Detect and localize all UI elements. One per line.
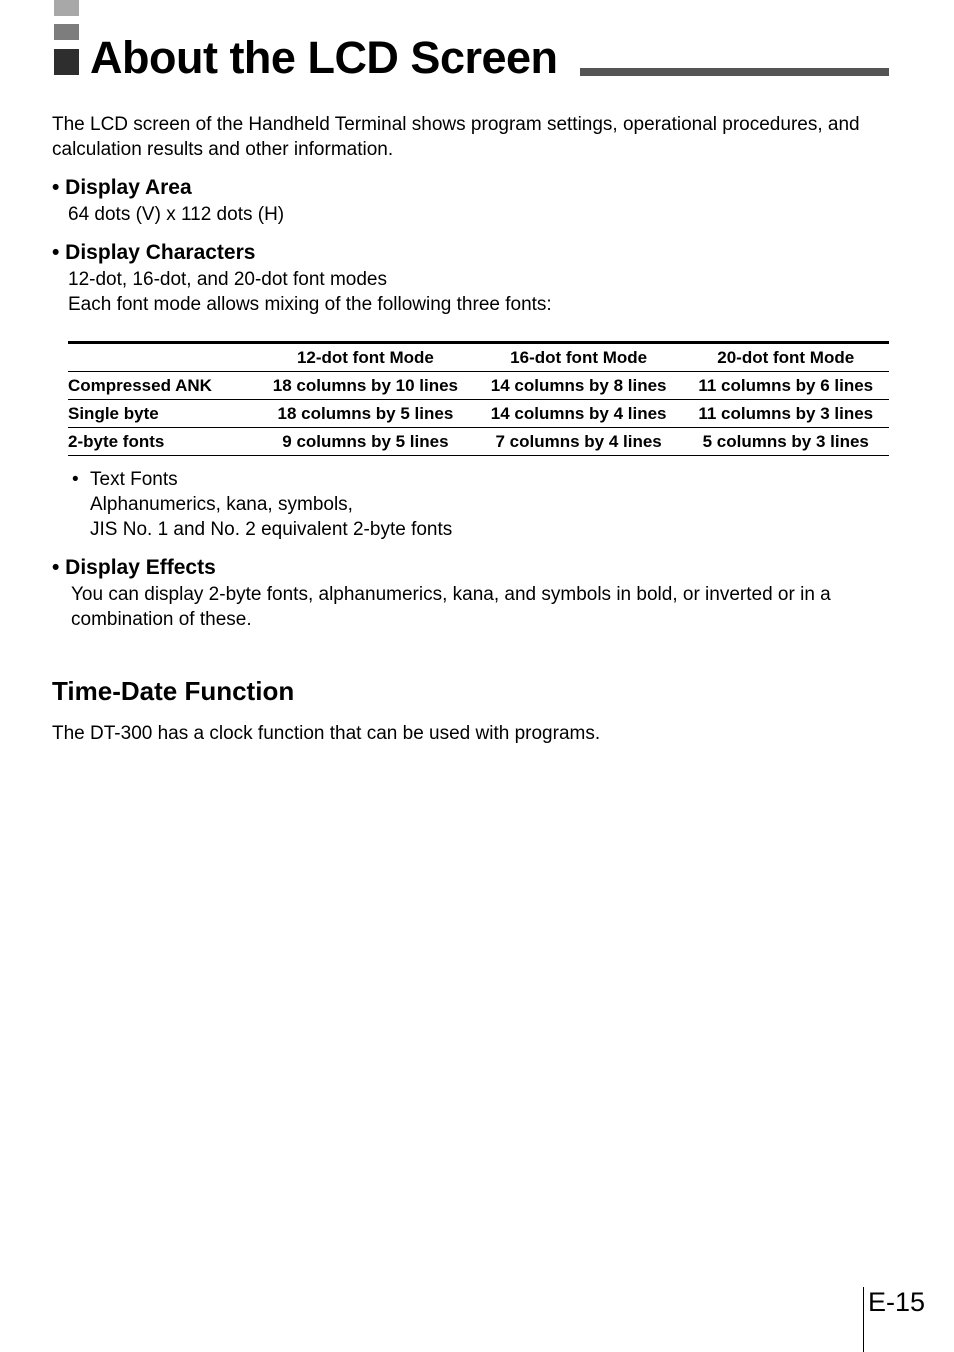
table-cell: 11 columns by 6 lines: [698, 375, 874, 395]
display-characters-heading: • Display Characters: [52, 241, 256, 264]
table-header-16dot: 16-dot font Mode: [510, 347, 648, 367]
title-marker-dark: [54, 49, 79, 75]
page-title: About the LCD Screen: [90, 32, 558, 83]
display-area-heading: • Display Area: [52, 176, 192, 199]
table-cell: 7 columns by 4 lines: [495, 431, 662, 451]
time-date-text: The DT-300 has a clock function that can be used with programs.: [52, 723, 601, 744]
display-characters-line2: Each font mode allows mixing of the following three fonts:: [68, 294, 552, 315]
table-cell: Single byte: [68, 403, 159, 423]
table-row: [68, 428, 889, 456]
table-row: [68, 400, 889, 428]
page-number-rule: [863, 1287, 864, 1352]
table-cell: 9 columns by 5 lines: [282, 431, 449, 451]
display-area-text: 64 dots (V) x 112 dots (H): [68, 204, 285, 225]
table-cell: 18 columns by 5 lines: [277, 403, 454, 423]
table-cell: 2-byte fonts: [68, 431, 165, 451]
text-fonts-line3: JIS No. 1 and No. 2 equivalent 2-byte fonts: [90, 519, 453, 540]
page-number: E-15: [868, 1287, 926, 1317]
table-cell: 14 columns by 8 lines: [490, 375, 667, 395]
table-header-row: [68, 343, 889, 372]
display-characters-line1: 12-dot, 16-dot, and 20-dot font modes: [68, 269, 387, 290]
table-cell: 5 columns by 3 lines: [702, 431, 869, 451]
title-rule: [580, 68, 889, 76]
time-date-heading: Time-Date Function: [52, 676, 295, 706]
table-cell: 11 columns by 3 lines: [698, 403, 874, 423]
table-row: [68, 372, 889, 400]
display-effects-text: You can display 2-byte fonts, alphanumerics, kana, and symbols in bold, or inverted or in a combination of these.: [71, 584, 831, 630]
table-header-20dot: 20-dot font Mode: [717, 347, 855, 367]
bullet: •: [72, 469, 79, 490]
table-header-corner: [68, 343, 256, 372]
font-mode-table: [68, 341, 889, 456]
table-cell: 18 columns by 10 lines: [272, 375, 458, 395]
title-marker-mid: [54, 24, 79, 40]
table-cell: Compressed ANK: [68, 375, 212, 395]
table-header-12dot: 12-dot font Mode: [296, 347, 434, 367]
text-fonts-line1: Text Fonts: [90, 469, 178, 490]
intro-paragraph: The LCD screen of the Handheld Terminal shows program settings, operational procedures, and calculation results and other information.: [52, 114, 860, 160]
table-cell: 14 columns by 4 lines: [490, 403, 667, 423]
title-marker-light: [54, 0, 79, 16]
display-effects-heading: • Display Effects: [52, 556, 216, 579]
text-fonts-line2: Alphanumerics, kana, symbols,: [90, 494, 353, 515]
text-fonts-list-item: [72, 467, 452, 542]
